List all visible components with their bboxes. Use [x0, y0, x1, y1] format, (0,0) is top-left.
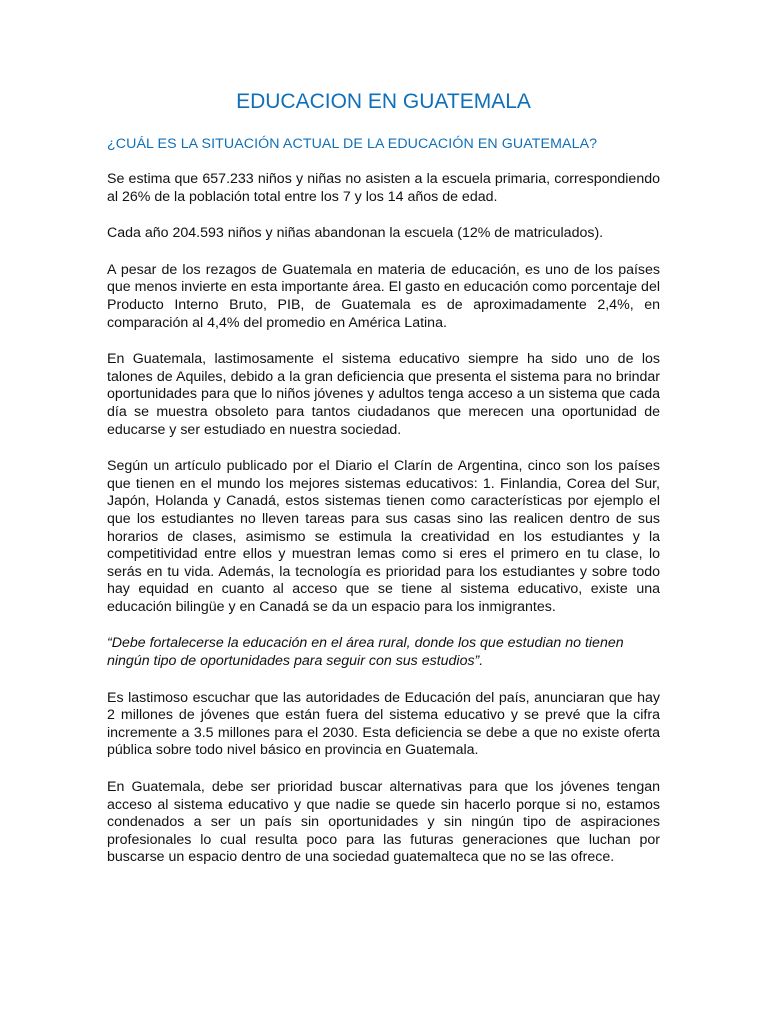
document-page — [107, 88, 660, 886]
page-title: EDUCACION EN GUATEMALA — [236, 90, 531, 113]
paragraph-best-systems: Según un artículo publicado por el Diario el Clarín de Argentina, cinco son los países que tienen en el mundo los mejores sistemas educativos: 1. Finlandia, Corea del Sur, Japón, Holanda y Canadá, estos sistemas tienen como características por ejemplo el que los estudiantes no lleven tareas para sus casas sino las realicen dentro de sus horarios de clases, asimismo se estimula la creatividad en los estudiantes y la competitividad entre ellos y muestran lemas como si eres el primero en tu clase, lo serás en tu vida. Además, la tecnología es prioridad para los estudiantes y sobre todo hay equidad en cuanto al acceso que se tiene al sistema educativo, existe una educación bilingüe y en Canadá se da un espacio para los inmigrantes. — [107, 458, 660, 615]
paragraph-school-attendance: Se estima que 657.233 niños y niñas no asisten a la escuela primaria, correspondiendo al 26% de la población total entre los 7 y los 14 años de edad. — [107, 171, 660, 205]
section-heading: ¿CUÁL ES LA SITUACIÓN ACTUAL DE LA EDUCACIÓN EN GUATEMALA? — [107, 136, 598, 152]
paragraph-education-spending: A pesar de los rezagos de Guatemala en materia de educación, es uno de los países que menos invierte en esta importante área. El gasto en educación como porcentaje del Producto Interno Bruto, PIB, de Guatemala es de aproximadamente 2,4%, en comparación al 4,4% del promedio en América Latina. — [107, 261, 660, 331]
paragraph-youth-outside-system: Es lastimoso escuchar que las autoridades de Educación del país, anunciaran que hay 2 millones de jóvenes que están fuera del sistema educativo y se prevé que la cifra incremente a 3.5 millones para el 2030. Esta deficiencia se debe a que no existe oferta pública sobre todo nivel básico en provincia en Guatemala. — [107, 689, 660, 759]
paragraph-system-deficiency: En Guatemala, lastimosamente el sistema educativo siempre ha sido uno de los talones de Aquiles, debido a la gran deficiencia que presenta el sistema para no brindar oportunidades para que lo niños jóvenes y adultos tenga acceso a un sistema que cada día se muestra obsoleto para tantos ciudadanos que merecen una oportunidad de educarse y ser estudiado en nuestra sociedad. — [107, 351, 660, 438]
paragraph-dropout: Cada año 204.593 niños y niñas abandonan la escuela (12% de matriculados). — [107, 225, 604, 242]
paragraph-quote: “Debe fortalecerse la educación en el área rural, donde los que estudian no tienen ningún tipo de oportunidades para seguir con sus estudios”. — [107, 635, 624, 670]
paragraph-conclusion: En Guatemala, debe ser prioridad buscar alternativas para que los jóvenes tengan acceso al sistema educativo y que nadie se quede sin hacerlo porque si no, estamos condenados a ser un país sin oportunidades y sin ningún tipo de aspiraciones profesionales lo cual resulta poco para las futuras generaciones que luchan por buscarse un espacio dentro de una sociedad guatemalteca que no se las ofrece. — [107, 779, 660, 866]
